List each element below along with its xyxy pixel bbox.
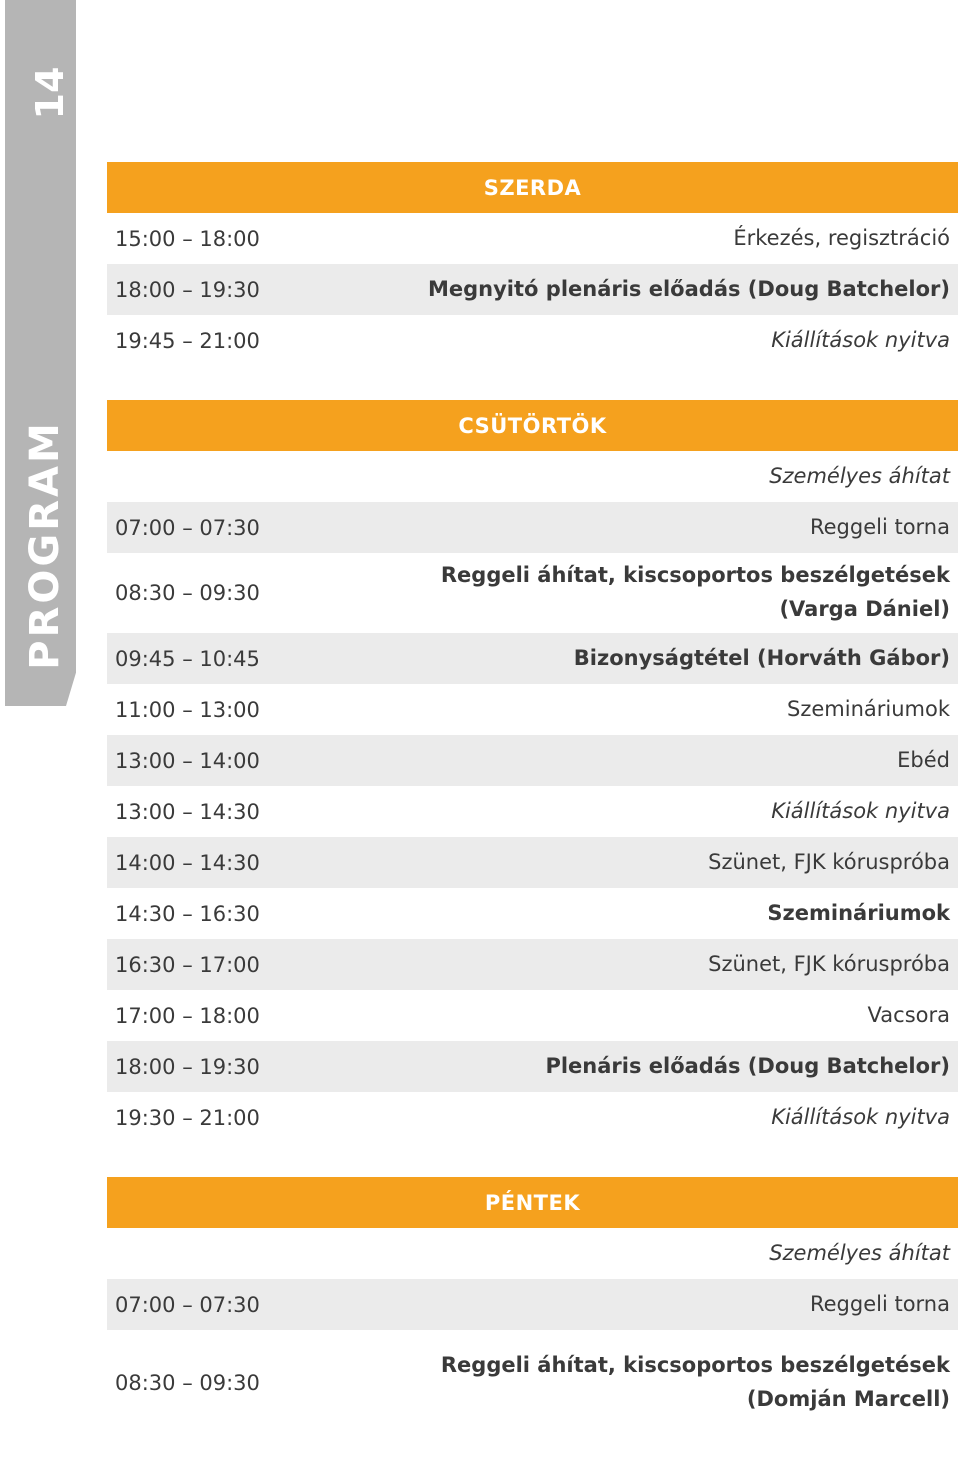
tab-fold-decoration (66, 656, 81, 706)
event-title: Vacsora (867, 1002, 950, 1027)
event-title: Kiállítások nyitva (771, 327, 950, 352)
day-friday (107, 1177, 958, 1436)
schedule-row (107, 553, 958, 633)
time-range: 14:00 – 14:30 (115, 850, 260, 875)
time-range: 18:00 – 19:30 (115, 277, 260, 302)
side-tab (5, 0, 76, 706)
time-range: 07:00 – 07:30 (115, 1292, 260, 1317)
event-title: Személyes áhítat (769, 1240, 950, 1265)
schedule-row (107, 939, 958, 990)
time-range: 13:00 – 14:00 (115, 748, 260, 773)
time-range: 18:00 – 19:30 (115, 1054, 260, 1079)
time-range: 16:30 – 17:00 (115, 952, 260, 977)
time-range: 17:00 – 18:00 (115, 1003, 260, 1028)
day-thursday (107, 400, 958, 1143)
event-title: Reggeli torna (809, 514, 950, 539)
event-title: Kiállítások nyitva (771, 798, 950, 823)
event-title: Szünet, FJK kóruspróba (708, 951, 950, 976)
schedule-row (107, 735, 958, 786)
schedule-row (107, 1330, 958, 1436)
event-speaker: (Domján Marcell) (746, 1387, 950, 1411)
schedule-row (107, 1228, 958, 1279)
schedule-row (107, 1279, 958, 1330)
time-range: 07:00 – 07:30 (115, 515, 260, 540)
time-range: 11:00 – 13:00 (115, 697, 260, 722)
event-title: Reggeli torna (809, 1291, 950, 1316)
schedule-row (107, 990, 958, 1041)
schedule-row (107, 1041, 958, 1092)
event-title: Ebéd (897, 747, 950, 772)
day-header: CSÜTÖRTÖK (107, 400, 958, 451)
event-title: Megnyitó plenáris előadás (Doug Batchelor) (428, 276, 950, 301)
event-title: Érkezés, regisztráció (733, 225, 950, 250)
schedule-row (107, 837, 958, 888)
time-range: 15:00 – 18:00 (115, 226, 260, 251)
time-range: 14:30 – 16:30 (115, 901, 260, 926)
time-range: 08:30 – 09:30 (115, 1371, 260, 1395)
event-title: Plenáris előadás (Doug Batchelor) (545, 1053, 950, 1078)
schedule-row (107, 213, 958, 264)
schedule-row (107, 684, 958, 735)
program-schedule (107, 162, 958, 1470)
schedule-row (107, 502, 958, 553)
schedule-row (107, 264, 958, 315)
event-title: Kiállítások nyitva (771, 1104, 950, 1129)
time-range: 19:45 – 21:00 (115, 328, 260, 353)
event-title: Szemináriumok (767, 900, 950, 925)
event-title (441, 559, 950, 626)
day-wednesday (107, 162, 958, 366)
schedule-row (107, 888, 958, 939)
page-number: 14 (28, 66, 72, 120)
time-range: 13:00 – 14:30 (115, 799, 260, 824)
event-speaker: (Varga Dániel) (779, 597, 950, 621)
event-title-line: Reggeli áhítat, kiscsoportos beszélgetések (440, 563, 950, 588)
time-range: 19:30 – 21:00 (115, 1105, 260, 1130)
schedule-row (107, 786, 958, 837)
schedule-row (107, 451, 958, 502)
day-header: SZERDA (107, 162, 958, 213)
schedule-row (107, 315, 958, 366)
day-header: PÉNTEK (107, 1177, 958, 1228)
event-title (441, 1349, 950, 1416)
event-title: Szemináriumok (787, 696, 950, 721)
time-range: 09:45 – 10:45 (115, 646, 260, 671)
schedule-row (107, 633, 958, 684)
side-label: PROGRAM (22, 420, 68, 670)
event-title: Bizonyságtétel (Horváth Gábor) (573, 645, 950, 670)
time-range: 08:30 – 09:30 (115, 581, 260, 605)
event-title: Szünet, FJK kóruspróba (708, 849, 950, 874)
event-title-line: Reggeli áhítat, kiscsoportos beszélgetések (440, 1353, 950, 1378)
event-title: Személyes áhítat (769, 463, 950, 488)
schedule-row (107, 1092, 958, 1143)
